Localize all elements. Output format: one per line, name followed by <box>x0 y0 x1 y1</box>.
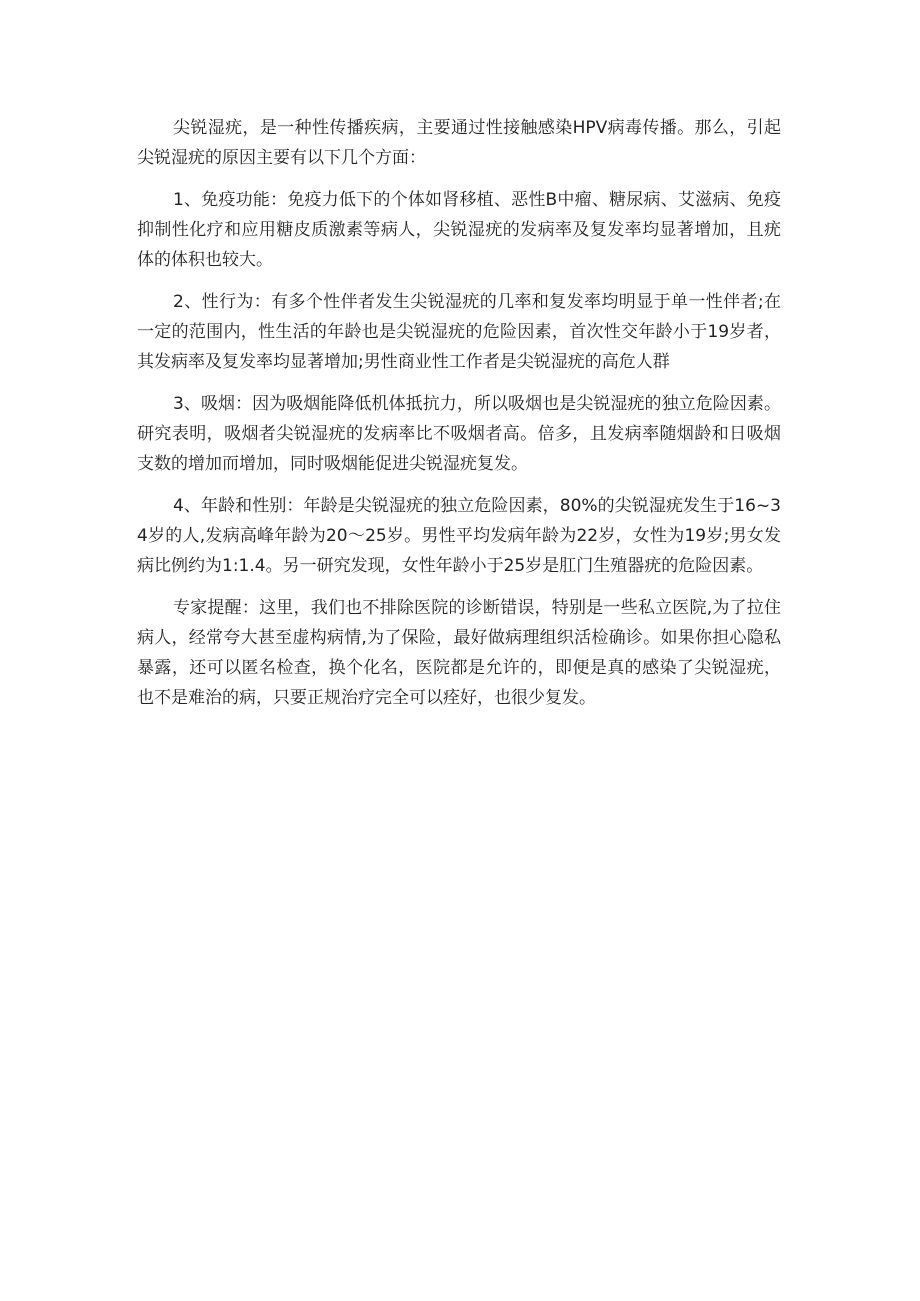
immune-function-paragraph: 1、免疫功能：免疫力低下的个体如肾移植、恶性B中瘤、糖尿病、艾滋病、免疫抑制性化疗和应用糖皮质激素等病人，尖锐湿疣的发病率及复发率均显著增加，且疣体的体积也较大。 <box>137 190 781 270</box>
sexual-behavior-paragraph: 2、性行为：有多个性伴者发生尖锐湿疣的几率和复发率均明显于单一性伴者;在一定的范围内，性生活的年龄也是尖锐湿疣的危险因素，首次性交年龄小于19岁者，其发病率及复发率均显著增加;男性商业性工作者是尖锐湿疣的高危人群 <box>137 292 781 372</box>
age-gender-paragraph: 4、年龄和性别：年龄是尖锐湿疣的独立危险因素，80%的尖锐湿疣发生于16~34岁的人,发病高峰年龄为20～25岁。男性平均发病年龄为22岁，女性为19岁;男女发病比例约为1:1.4。另一研究发现，女性年龄小于25岁是肛门生殖器疣的危险因素。 <box>137 496 781 576</box>
expert-reminder-paragraph: 专家提醒：这里，我们也不排除医院的诊断错误，特别是一些私立医院,为了拉住病人，经常夸大甚至虚构病情,为了保险，最好做病理组织活检确诊。如果你担心隐私暴露，还可以匿名检查，换个化名，医院都是允许的，即便是真的感染了尖锐湿疣，也不是难治的病，只要正规治疗完全可以痊好，也很少复发。 <box>137 598 781 708</box>
intro-paragraph: 尖锐湿疣，是一种性传播疾病，主要通过性接触感染HPV病毒传播。那么，引起尖锐湿疣的原因主要有以下几个方面： <box>137 118 781 168</box>
smoking-paragraph: 3、吸烟：因为吸烟能降低机体抵抗力，所以吸烟也是尖锐湿疣的独立危险因素。研究表明，吸烟者尖锐湿疣的发病率比不吸烟者高。倍多，且发病率随烟龄和日吸烟支数的增加而增加，同时吸烟能促进尖锐湿疣复发。 <box>137 394 781 474</box>
document-body <box>137 113 781 725</box>
